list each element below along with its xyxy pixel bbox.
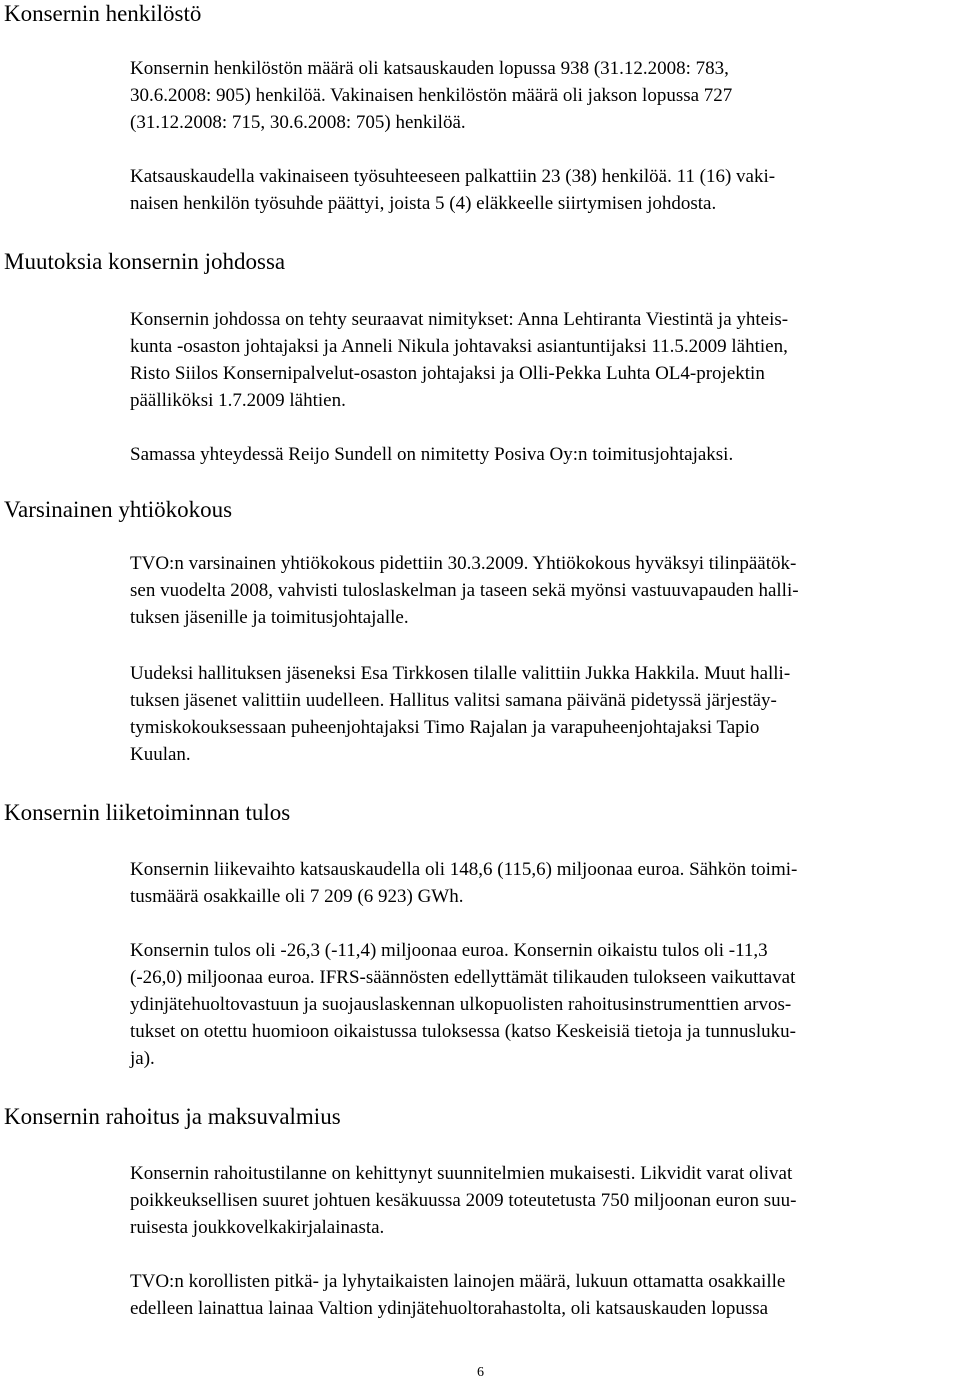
text-line: Katsauskaudella vakinaiseen työsuhteeseen palkattiin 23 (38) henkilöä. 11 (16) vaki- [130,166,776,187]
section-heading-yhtiokokous: Varsinainen yhtiökokous [4,497,233,522]
paragraph [130,1268,785,1322]
text-line: poikkeuksellisen suuret johtuen kesäkuussa 2009 toteutetusta 750 miljoonan euron suu- [130,1190,797,1211]
text-line: tuksen jäsenille ja toimitusjohtajalle. [130,607,409,628]
paragraph [130,660,790,768]
paragraph [130,937,796,1072]
text-line: Konsernin johdossa on tehty seuraavat nimitykset: Anna Lehtiranta Viestintä ja yhteis- [130,309,789,330]
section-heading-rahoitus-maksuvalmius: Konsernin rahoitus ja maksuvalmius [4,1104,341,1129]
text-line: ja). [130,1048,155,1069]
text-line: ruisesta joukkovelkakirjalainasta. [130,1217,385,1238]
paragraph [130,163,775,217]
paragraph [130,1160,796,1241]
paragraph [130,550,799,631]
text-line: Samassa yhteydessä Reijo Sundell on nimitetty Posiva Oy:n toimitusjohtajaksi. [130,444,734,465]
paragraph [130,55,732,136]
text-line: sen vuodelta 2008, vahvisti tuloslaskelman ja taseen sekä myönsi vastuuvapauden halli- [130,580,799,601]
paragraph [130,441,733,468]
text-line: Konsernin tulos oli -26,3 (-11,4) miljoonaa euroa. Konsernin oikaistu tulos oli -11,3 [130,940,768,961]
text-line: tuksen jäsenet valittiin uudelleen. Hallitus valitsi samana päivänä pidetyssä järjestäy- [130,690,777,711]
text-line: tymiskokouksessaan puheenjohtajaksi Timo Rajalan ja varapuheenjohtajaksi Tapio [130,717,760,738]
paragraph [130,856,797,910]
text-line: Kuulan. [130,744,191,765]
text-line: naisen henkilön työsuhde päättyi, joista 5 (4) eläkkeelle siirtymisen johdosta. [130,193,717,214]
paragraph [130,306,788,414]
text-line: Risto Siilos Konsernipalvelut-osaston johtajaksi ja Olli-Pekka Luhta OL4-projektin [130,363,765,384]
section-heading-liiketoiminnan-tulos: Konsernin liiketoiminnan tulos [4,800,291,825]
text-line: Uudeksi hallituksen jäseneksi Esa Tirkkosen tilalle valittiin Jukka Hakkila. Muut halli- [130,663,791,684]
text-line: TVO:n korollisten pitkä- ja lyhytaikaisten lainojen määrä, lukuun ottamatta osakkaille [130,1271,786,1292]
section-heading-muutoksia-johdossa: Muutoksia konsernin johdossa [4,249,286,274]
text-line: Konsernin henkilöstön määrä oli katsauskauden lopussa 938 (31.12.2008: 783, [130,58,729,79]
text-line: tukset on otettu huomioon oikaistussa tuloksessa (katso Keskeisiä tietoja ja tunnusluku- [130,1021,796,1042]
text-line: Konsernin liikevaihto katsauskaudella oli 148,6 (115,6) miljoonaa euroa. Sähkön toimi- [130,859,798,880]
text-line: edelleen lainattua lainaa Valtion ydinjätehuoltorahastolta, oli katsauskauden lopussa [130,1298,769,1319]
section-heading-henkilosto: Konsernin henkilöstö [4,1,202,26]
page-number: 6 [477,1365,484,1380]
text-line: TVO:n varsinainen yhtiökokous pidettiin 30.3.2009. Yhtiökokous hyväksyi tilinpäätök- [130,553,797,574]
text-line: 30.6.2008: 905) henkilöä. Vakinaisen henkilöstön määrä oli jakson lopussa 727 [130,85,733,106]
text-line: päälliköksi 1.7.2009 lähtien. [130,390,346,411]
text-line: tusmäärä osakkaille oli 7 209 (6 923) GWh. [130,886,464,907]
text-line: (31.12.2008: 715, 30.6.2008: 705) henkilöä. [130,112,466,133]
text-line: Konsernin rahoitustilanne on kehittynyt suunnitelmien mukaisesti. Likvidit varat olivat [130,1163,793,1184]
text-line: (-26,0) miljoonaa euroa. IFRS-säännösten edellyttämät tilikauden tulokseen vaikuttavat [130,967,796,988]
text-line: kunta -osaston johtajaksi ja Anneli Nikula johtavaksi asiantuntijaksi 11.5.2009 lähtien, [130,336,788,357]
text-line: ydinjätehuoltovastuun ja suojauslaskennan ulkopuolisten rahoitusinstrumenttien arvos- [130,994,792,1015]
